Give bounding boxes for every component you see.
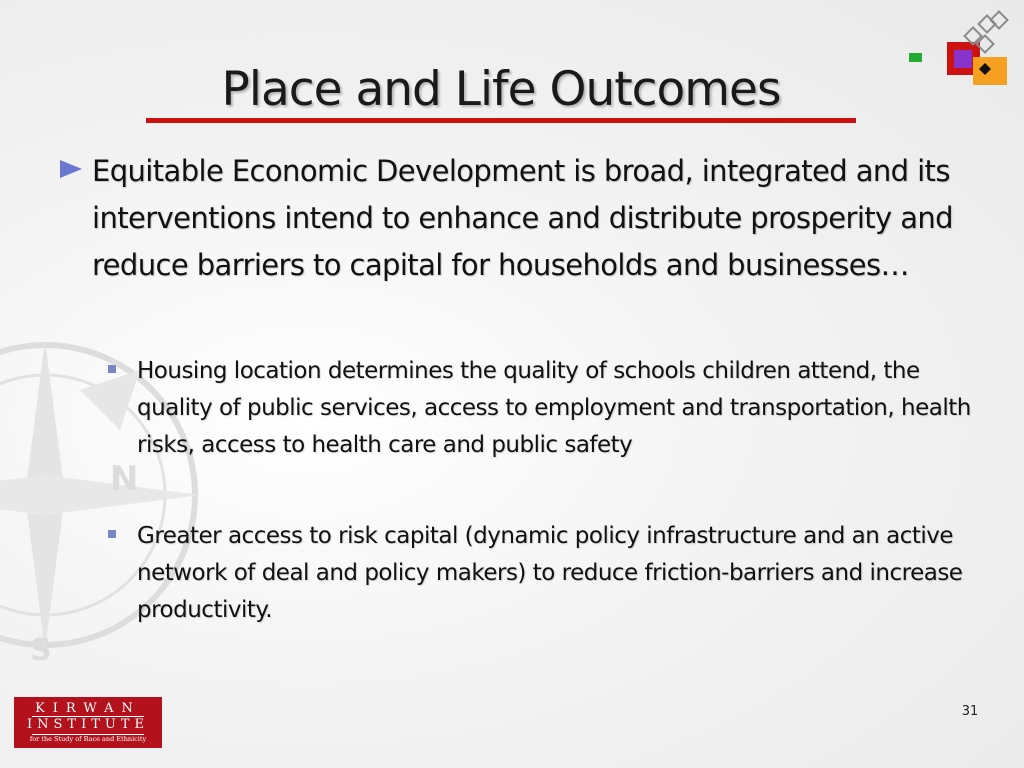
kirwan-institute-logo	[14, 697, 162, 748]
logo-line-institute: INSTITUTE	[26, 717, 149, 732]
slide-title: Place and Life Outcomes	[221, 62, 781, 117]
sub-bullet-text: Housing location determines the quality of schools children attend, the quality of public services, access to employment and transportation, health risks, access to health care and public safety	[137, 358, 971, 458]
triangle-arrow-right-icon	[58, 158, 84, 180]
title-underline	[146, 118, 856, 123]
square-bullet-icon	[108, 365, 116, 373]
svg-text:S: S	[30, 633, 52, 660]
svg-text:N: N	[110, 459, 139, 499]
sub-bullet-text: Greater access to risk capital (dynamic policy infrastructure and an active network of deal and policy makers) to reduce friction-barriers and increase productivity.	[137, 523, 963, 623]
square-bullet-icon	[108, 530, 116, 538]
main-bullet-text: Equitable Economic Development is broad, integrated and its interventions intend to enhance and distribute prosperity and reduce barriers to capital for households and businesses…	[92, 154, 953, 282]
page-number: 31	[961, 704, 979, 719]
logo-line-tagline: for the Study of Race and Ethnicity	[29, 735, 147, 743]
logo-line-kirwan: KIRWAN	[35, 701, 141, 716]
colored-squares-decoration-icon	[905, 10, 1015, 90]
